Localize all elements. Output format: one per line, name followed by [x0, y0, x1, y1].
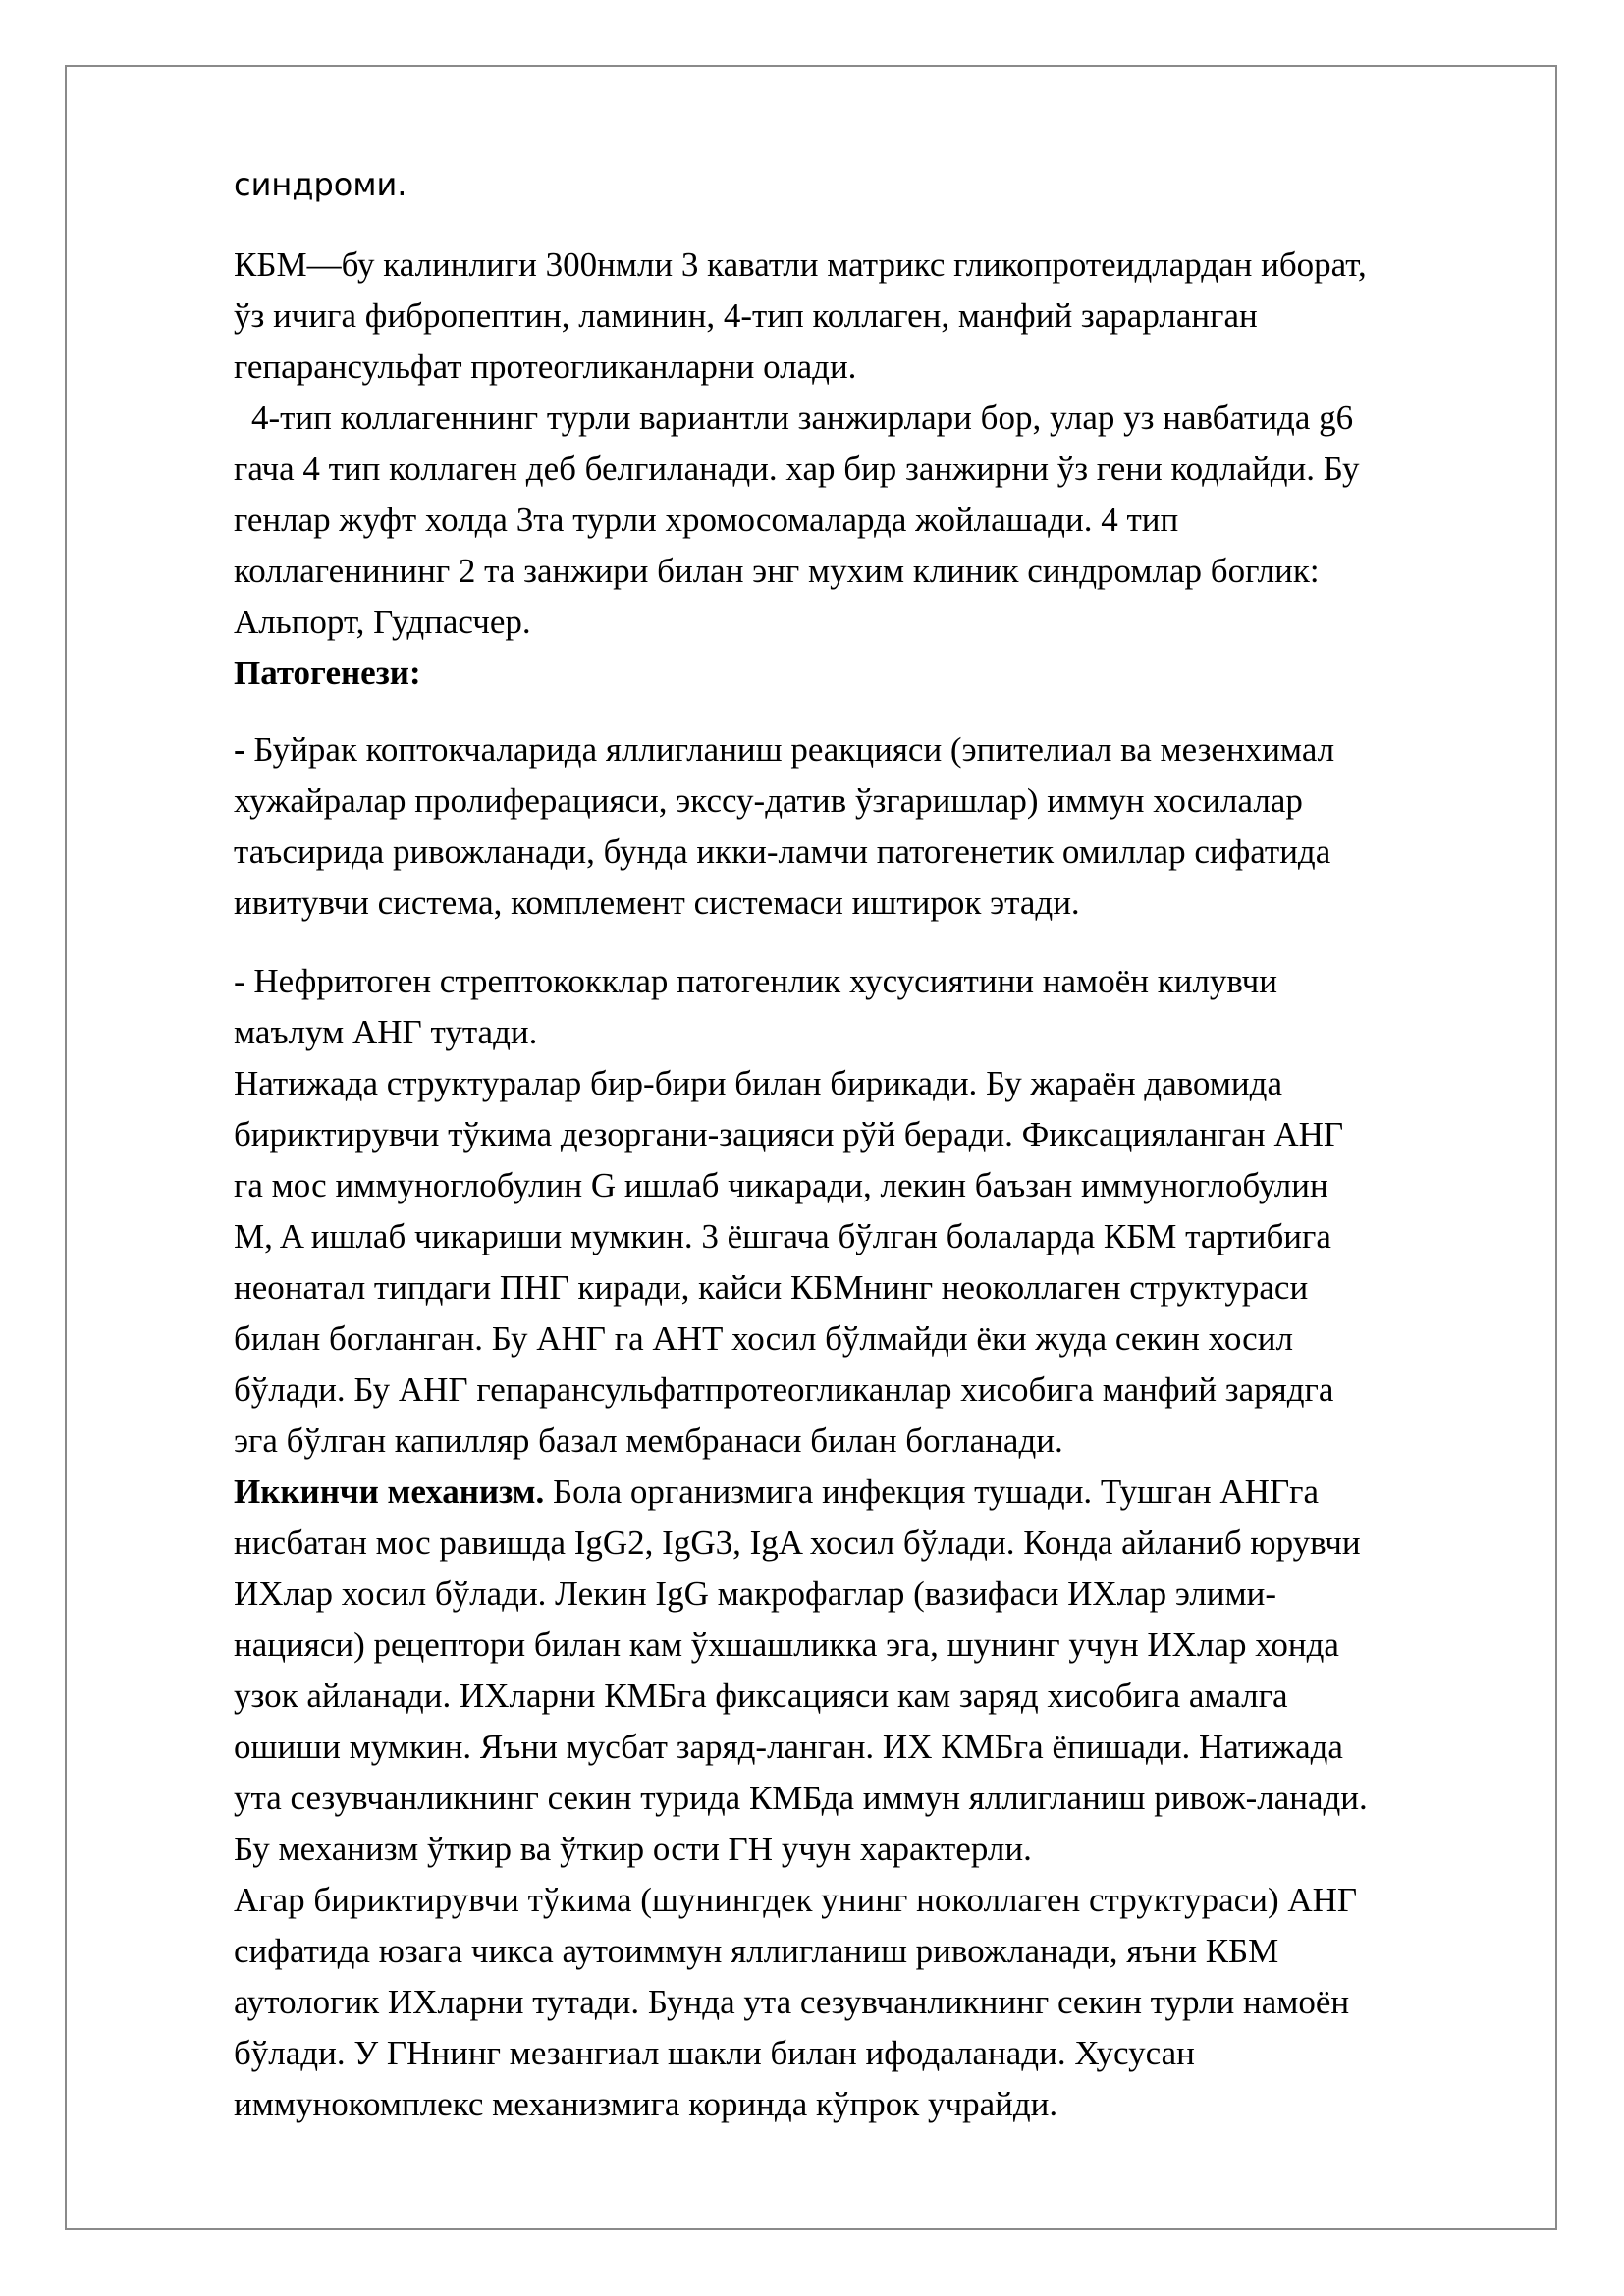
- bullet-two-and-body: [234, 956, 1540, 2130]
- text-line: ИХлар хосил бўлади. Лекин IgG макрофаглар (вазифаси ИХлар элими-: [234, 1575, 1277, 1613]
- text-line: M, A ишлаб чикариши мумкин. 3 ёшгача бўлган болаларда КБМ тартибига: [234, 1217, 1331, 1255]
- text-line: нацияси) рецептори билан кам ўхшашликка эга, шунинг учун ИХлар хонда: [234, 1626, 1339, 1664]
- text-line: билан богланган. Бу АНГ га АНТ хосил бўлмайди ёки жуда секин хосил: [234, 1319, 1293, 1358]
- text-line: 4-тип коллагеннинг турли вариантли занжирлари бор, улар уз навбатида g6: [251, 399, 1354, 437]
- text-line: эга бўлган капилляр базал мембранаси билан богланади.: [234, 1421, 1063, 1460]
- text-line: Бу механизм ўткир ва ўткир ости ГН учун характерли.: [234, 1830, 1032, 1868]
- text-line: сифатида юзага чикса аутоиммун яллигланиш ривожланади, яъни КБМ: [234, 1932, 1279, 1970]
- text-line: - Нефритоген стрептококклар патогенлик хусусиятини намоён килувчи: [234, 962, 1277, 1000]
- text-line: гача 4 тип коллаген деб белгиланади. хар бир занжирни ўз гени кодлайди. Бу: [234, 450, 1360, 488]
- text-line: хужайралар пролиферацияси, экссу-датив ўзгаришлар) иммун хосилалар: [234, 781, 1303, 820]
- text-line: ошиши мумкин. Яъни мусбат заряд-ланган. ИХ КМБга ёпишади. Натижада: [234, 1728, 1343, 1766]
- text-line: бириктирувчи тўкима дезоргани-зацияси рўй беради. Фиксацияланган АНГ: [234, 1115, 1344, 1153]
- text-line: Бола организмига инфекция тушади. Тушган АНГга: [544, 1472, 1320, 1511]
- continuation-line: синдроми.: [234, 166, 407, 203]
- text-line: нисбатан мос равишда IgG2, IgG3, IgA хосил бўлади. Конда айланиб юрувчи: [234, 1523, 1361, 1562]
- mechanism-label: Иккинчи механизм.: [234, 1472, 545, 1511]
- text-line: га мос иммуноглобулин G ишлаб чикаради, лекин баъзан иммуноглобулин: [234, 1166, 1328, 1204]
- text-line: Буйрак коптокчаларида яллигланиш реакцияси (эпителиал ва мезенхимал: [244, 730, 1335, 769]
- text-line: КБМ—бу калинлиги 300нмли 3 каватли матрикс гликопротеидлардан иборат,: [234, 245, 1367, 284]
- text-line: таъсирида ривожланади, бунда икки-ламчи патогенетик омиллар сифатида: [234, 832, 1331, 871]
- text-line: ивитувчи система, комплемент системаси иштирок этади.: [234, 883, 1080, 922]
- bullet-one: [234, 724, 1540, 929]
- text-line: аутологик ИХларни тутади. Бунда ута сезувчанликнинг секин турли намоён: [234, 1983, 1350, 2021]
- text-line: коллагенининг 2 та занжири билан энг мухим клиник синдромлар боглик:: [234, 552, 1320, 590]
- text-line: иммунокомплекс механизмига коринда кўпрок учрайди.: [234, 2085, 1058, 2123]
- text-line: узок айланади. ИХларни КМБга фиксацияси кам заряд хисобига амалга: [234, 1677, 1288, 1715]
- text-line: генлар жуфт холда 3та турли хромосомаларда жойлашади. 4 тип: [234, 501, 1179, 539]
- text-line: ута сезувчанликнинг секин турида КМБда иммун яллигланиш ривож-ланади.: [234, 1779, 1368, 1817]
- text-line: Альпорт, Гудпасчер.: [234, 603, 531, 641]
- paragraph-kbm: [234, 240, 1540, 699]
- bullet-dash: -: [234, 730, 245, 769]
- text-line: бўлади. У ГНнинг мезангиал шакли билан ифодаланади. Хусусан: [234, 2034, 1195, 2072]
- text-line: неонатал типдаги ПНГ киради, кайси КБМнинг неоколлаген структураси: [234, 1268, 1309, 1307]
- text-line: маълум АНГ тутади.: [234, 1013, 538, 1051]
- text-line: ўз ичига фибропептин, ламинин, 4-тип коллаген, манфий зарарланган: [234, 296, 1258, 335]
- text-line: Натижада структуралар бир-бири билан бирикади. Бу жараён давомида: [234, 1064, 1282, 1102]
- section-heading: Патогенези:: [234, 654, 421, 692]
- text-line: гепарансульфат протеогликанларни олади.: [234, 347, 857, 386]
- text-line: Агар бириктирувчи тўкима (шунингдек унинг ноколлаген структураси) АНГ: [234, 1881, 1358, 1919]
- text-line: бўлади. Бу АНГ гепарансульфатпротеогликанлар хисобига манфий зарядга: [234, 1370, 1334, 1409]
